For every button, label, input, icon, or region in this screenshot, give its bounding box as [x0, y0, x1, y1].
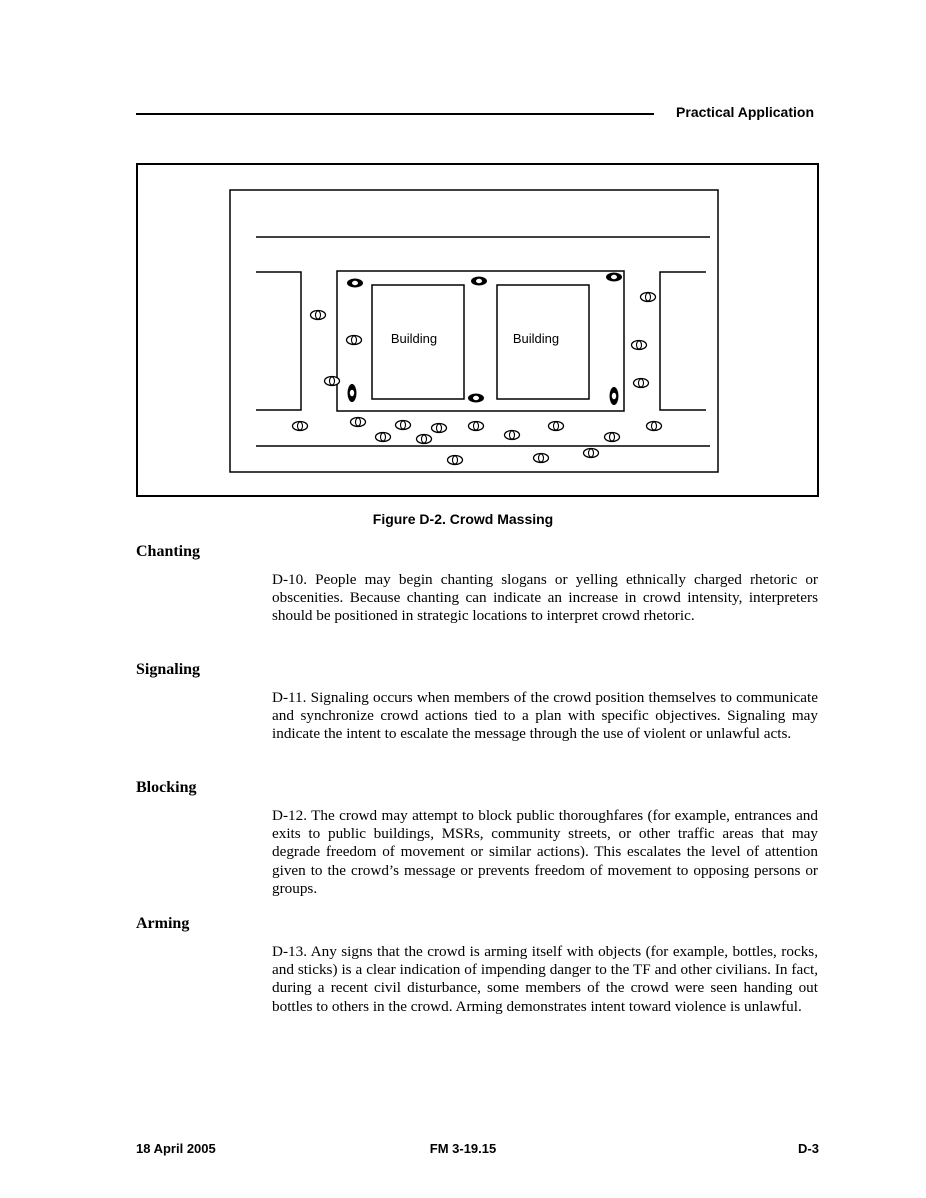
crowd-leader-marker — [606, 273, 622, 282]
crowd-person-marker — [448, 456, 463, 465]
crowd-leader-marker — [347, 279, 363, 288]
compound-wall — [337, 271, 624, 411]
section-heading-chanting: Chanting — [136, 543, 201, 560]
paragraph-d-11: D-11. Signaling occurs when members of the crowd position themselves to communicate and synchronize crowd actions tied to a plan with specific objectives. Signaling may indicate the intent to escalate the message through the use of violent or unlawful acts. — [272, 689, 818, 743]
crowd-person-marker — [351, 418, 366, 427]
crowd-person-marker — [647, 422, 662, 431]
crowd-person-marker — [417, 435, 432, 444]
crowd-person-marker — [325, 377, 340, 386]
building-left-label: Building — [390, 331, 438, 346]
crowd-person-marker — [632, 341, 647, 350]
building-right-label: Building — [512, 331, 560, 346]
crowd-leader-marker — [468, 394, 484, 403]
crowd-person-marker — [505, 431, 520, 440]
crowd-person-marker — [376, 433, 391, 442]
figure-caption: Figure D-2. Crowd Massing — [372, 511, 554, 527]
paragraph-d-10: D-10. People may begin chanting slogans or yelling ethnically charged rhetoric or obscenities. Because chanting can indicate an increase in crowd intensity, interpreters should be positioned in strategic locations to interpret crowd rhetoric. — [272, 571, 818, 625]
section-heading-signaling: Signaling — [136, 661, 201, 678]
crowd-leader-marker — [471, 277, 487, 286]
crowd-person-marker — [293, 422, 308, 431]
section-heading-blocking: Blocking — [136, 779, 197, 796]
crowd-person-marker — [311, 311, 326, 320]
crowd-person-marker — [347, 336, 362, 345]
paragraph-d-13: D-13. Any signs that the crowd is arming itself with objects (for example, bottles, rocks, and sticks) is a clear indication of impending danger to the TF and other civilians. In fact, during a recent civil disturbance, some members of the crowd were seen handing out bottles to others in the crowd. Arming demonstrates intent toward violence is unlawful. — [272, 943, 818, 1015]
crowd-person-marker — [432, 424, 447, 433]
crowd-person-marker — [641, 293, 656, 302]
header-title: Practical Application — [676, 104, 814, 120]
header-rule — [136, 113, 654, 115]
crowd-person-marker — [584, 449, 599, 458]
footer-manual: FM 3-19.15 — [429, 1141, 497, 1156]
crowd-leader-marker — [348, 384, 357, 402]
crowd-person-marker — [534, 454, 549, 463]
crowd-person-marker — [605, 433, 620, 442]
crowd-person-marker — [469, 422, 484, 431]
right-building-edge — [660, 272, 706, 410]
paragraph-d-12: D-12. The crowd may attempt to block public thoroughfares (for example, entrances and exits to public buildings, MSRs, community streets, or other traffic areas that may degrade freedom of movement or similar actions). This escalates the level of attention given to the crowd’s message or prevents freedom of movement to opposing persons or groups. — [272, 807, 818, 897]
crowd-person-marker — [549, 422, 564, 431]
crowd-leader-marker — [610, 387, 619, 405]
section-heading-arming: Arming — [136, 915, 190, 932]
footer-page-number: D-3 — [798, 1141, 819, 1156]
crowd-person-marker — [396, 421, 411, 430]
left-building-edge — [256, 272, 301, 410]
crowd-person-marker — [634, 379, 649, 388]
crowd-massing-figure — [136, 163, 819, 497]
footer-date: 18 April 2005 — [136, 1141, 216, 1156]
